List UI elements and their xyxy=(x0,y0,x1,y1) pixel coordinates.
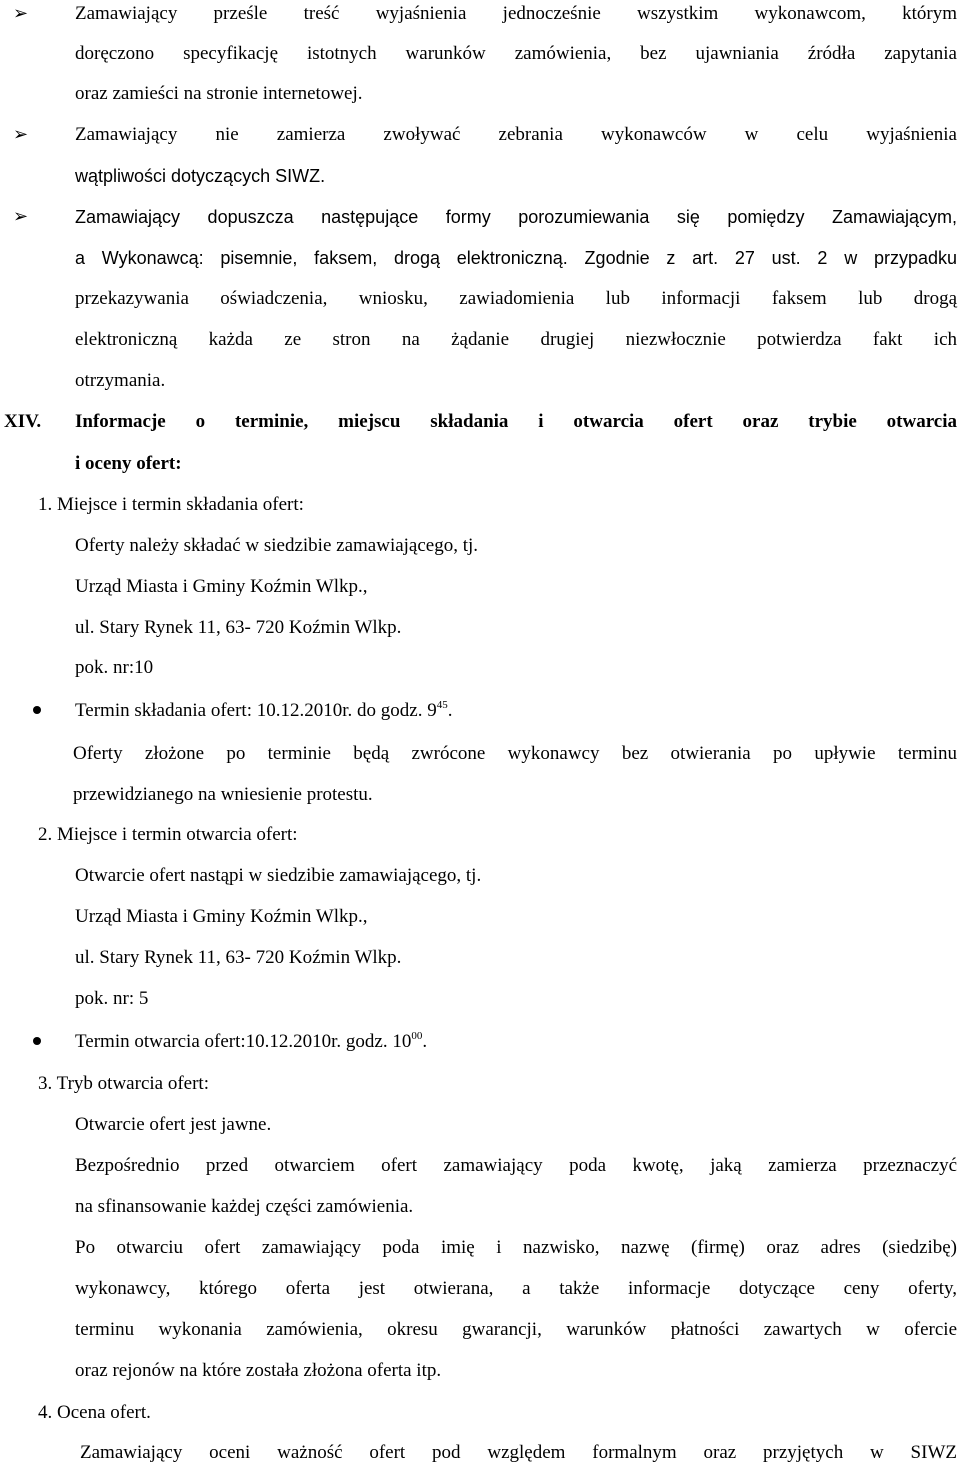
paragraph-line: Oferty należy składać w siedzibie zamawiającego, tj. xyxy=(75,535,479,556)
deadline-minutes: 00 xyxy=(411,1030,423,1042)
deadline-line xyxy=(75,1028,957,1056)
paragraph-line: Zamawiający prześle treść wyjaśnienia jednocześnie wszystkim wykonawcom, którym xyxy=(75,3,957,24)
paragraph-line: wykonawcy, którego oferta jest otwierana, a także informacje dotyczące ceny oferty, xyxy=(75,1278,957,1299)
item-heading-text: Ocena ofert. xyxy=(57,1402,151,1423)
deadline-text: Termin składania ofert: 10.12.2010r. do godz. 9 xyxy=(75,700,437,721)
paragraph-line: na sfinansowanie każdej części zamówienia. xyxy=(75,1196,414,1217)
paragraph-line: wątpliwości dotyczących SIWZ. xyxy=(75,166,326,186)
item-heading xyxy=(38,821,920,849)
paragraph-line: Zamawiający dopuszcza następujące formy porozumiewania się pomiędzy Zamawiającym, xyxy=(75,207,957,227)
paragraph-line: oraz zamieści na stronie internetowej. xyxy=(75,83,363,104)
item-heading-text: Miejsce i termin składania ofert: xyxy=(57,494,304,515)
paragraph-line: Bezpośrednio przed otwarciem ofert zamawiający poda kwotę, jaką zamierza przeznaczyć xyxy=(75,1155,957,1176)
item-heading-text: Miejsce i termin otwarcia ofert: xyxy=(57,824,298,845)
round-bullet-icon xyxy=(33,706,41,714)
item-number: 2. xyxy=(38,824,53,845)
arrow-bullet-icon: ➢ xyxy=(13,206,29,227)
paragraph-line: Urząd Miasta i Gminy Koźmin Wlkp., xyxy=(75,906,368,927)
item-number: 4. xyxy=(38,1402,53,1423)
paragraph-line: elektroniczną każda ze stron na żądanie drugiej niezwłocznie potwierdza fakt ich xyxy=(75,329,957,350)
paragraph-line: przekazywania oświadczenia, wniosku, zawiadomienia lub informacji faksem lub drogą xyxy=(75,288,957,309)
paragraph-line: Otwarcie ofert nastąpi w siedzibie zamawiającego, tj. xyxy=(75,865,482,886)
paragraph-line: Po otwarciu ofert zamawiający poda imię i nazwisko, nazwę (firmę) oraz adres (siedzibę) xyxy=(75,1237,957,1258)
paragraph-line: oraz rejonów na które została złożona oferta itp. xyxy=(75,1360,442,1381)
section-title: i oceny ofert: xyxy=(75,453,182,474)
paragraph-line: terminu wykonania zamówienia, okresu gwarancji, warunków płatności zawartych w ofercie xyxy=(75,1319,957,1340)
deadline-minutes: 45 xyxy=(436,699,448,711)
deadline-text: Termin otwarcia ofert:10.12.2010r. godz. 10 xyxy=(75,1031,412,1052)
paragraph-line: doręczono specyfikację istotnych warunków zamówienia, bez ujawniania źródła zapytania xyxy=(75,43,957,64)
deadline-line xyxy=(75,697,957,725)
arrow-bullet-icon: ➢ xyxy=(13,3,29,24)
paragraph-line: ul. Stary Rynek 11, 63- 720 Koźmin Wlkp. xyxy=(75,617,402,638)
arrow-bullet-icon: ➢ xyxy=(13,124,29,145)
paragraph-line: Zamawiający oceni ważność ofert pod względem formalnym oraz przyjętych w SIWZ xyxy=(80,1442,957,1463)
paragraph-line: przewidzianego na wniesienie protestu. xyxy=(73,784,373,805)
paragraph-line: ul. Stary Rynek 11, 63- 720 Koźmin Wlkp. xyxy=(75,947,402,968)
paragraph-line: Zamawiający nie zamierza zwoływać zebrania wykonawców w celu wyjaśnienia xyxy=(75,124,957,145)
paragraph-line: otrzymania. xyxy=(75,370,166,391)
round-bullet-icon xyxy=(33,1037,41,1045)
paragraph-line: Otwarcie ofert jest jawne. xyxy=(75,1114,272,1135)
deadline-end: . xyxy=(447,700,453,721)
item-heading xyxy=(38,491,920,519)
item-number: 3. xyxy=(38,1073,53,1094)
paragraph-line: Oferty złożone po terminie będą zwrócone wykonawcy bez otwierania po upływie terminu xyxy=(73,743,957,764)
paragraph-line: pok. nr: 5 xyxy=(75,988,149,1009)
item-heading xyxy=(38,1070,920,1098)
section-title: Informacje o terminie, miejscu składania i otwarcia ofert oraz trybie otwarcia xyxy=(75,411,957,432)
paragraph-line: Urząd Miasta i Gminy Koźmin Wlkp., xyxy=(75,576,368,597)
item-heading-text: Tryb otwarcia ofert: xyxy=(56,1073,209,1094)
item-number: 1. xyxy=(38,494,53,515)
item-heading xyxy=(38,1399,920,1427)
section-number: XIV. xyxy=(4,411,42,432)
paragraph-line: pok. nr:10 xyxy=(75,657,154,678)
deadline-end: . xyxy=(422,1031,428,1052)
paragraph-line: a Wykonawcą: pisemnie, faksem, drogą elektroniczną. Zgodnie z art. 27 ust. 2 w przypadku xyxy=(75,248,957,268)
